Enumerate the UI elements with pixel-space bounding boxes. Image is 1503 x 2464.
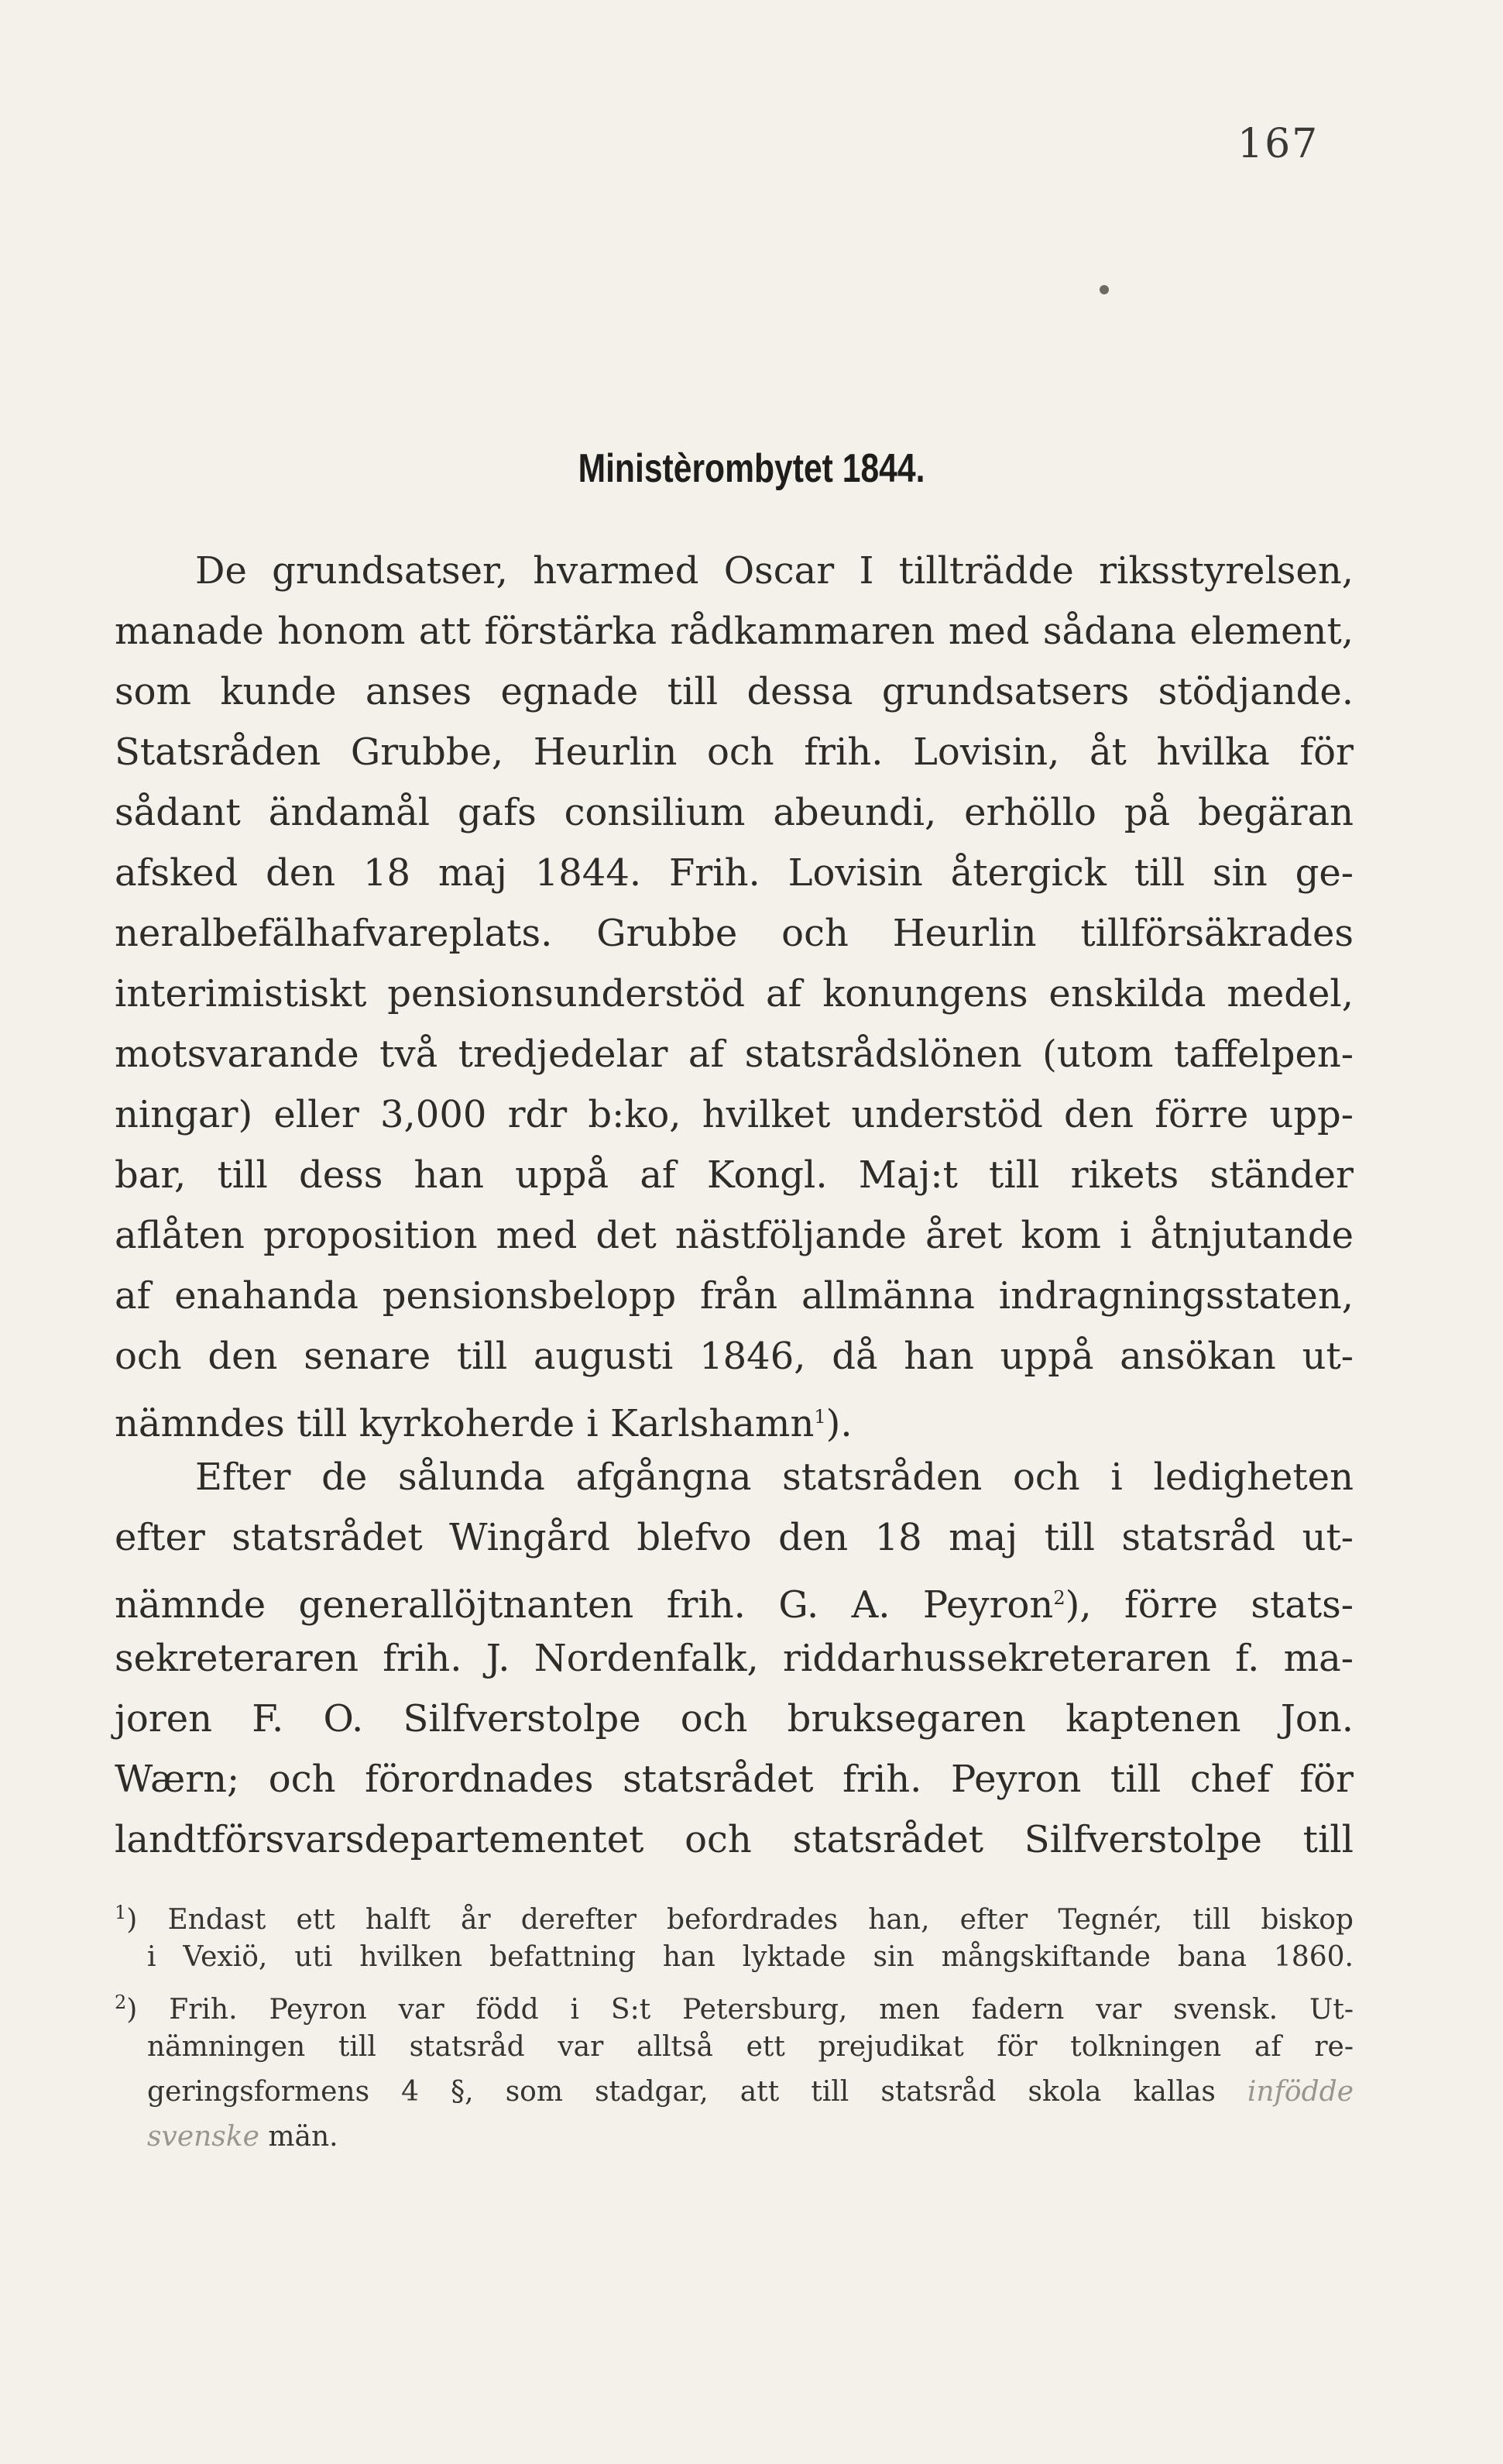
body-line-tail: ), förre stats- [1065,1583,1354,1627]
body-line: afsked den 18 maj 1844. Frih. Lovisin återgick till sin ge- [115,851,1354,895]
chapter-heading: Ministèrombytet 1844. [578,446,925,491]
body-line [115,1387,1354,1447]
body-line: landtförsvarsdepartementet och statsrådet Silfverstolpe till [115,1818,1354,1861]
footnote-text: Frih. Peyron var född i S:t Petersburg, men fadern var svensk. Ut- [169,1994,1354,2026]
footnote-line [115,2070,1354,2115]
body-line: neralbefälhafvareplats. Grubbe och Heurlin tillförsäkrades [115,912,1354,955]
footnotes [115,1890,1354,2160]
footnote-reference: 2 [1053,1587,1065,1609]
body-line: bar, till dess han uppå af Kongl. Maj:t till rikets ständer [115,1153,1354,1197]
body-line: motsvarande två tredjedelar af statsrådslönen (utom taffelpen- [115,1033,1354,1076]
body-line: aflåten proposition med det nästföljande året kom i åtnjutande [115,1214,1354,1257]
footnote-text: geringsformens 4 §, som stadgar, att till statsråd skola kallas [147,2076,1216,2108]
footnote-faded-word: svenske [147,2121,259,2153]
body-line: joren F. O. Silfverstolpe och bruksegaren kaptenen Jon. [115,1697,1354,1741]
body-line: Efter de sålunda afgångna statsråden och i ledigheten [195,1455,1354,1499]
body-line: De grundsatser, hvarmed Oscar I tillträdde riksstyrelsen, [195,549,1354,593]
footnote-line: $^1$) Endast ett halft år derefter befordrades han, efter Tegnér, till biskop [115,1902,1354,1936]
footnote-reference: 1 [814,1406,826,1428]
footnote-number: 2 [115,1991,127,2013]
body-line: af enahanda pensionsbelopp från allmänna indragningsstaten, [115,1274,1354,1318]
footnote-line: i Vexiö, uti hvilken befattning han lyktade sin mångskiftande bana 1860. [147,1941,1354,1973]
ink-speck [1100,285,1109,294]
body-line [115,1568,1354,1628]
body-line: sekreteraren frih. J. Nordenfalk, riddarhussekreteraren f. ma- [115,1637,1354,1680]
body-line: sådant ändamål gafs consilium abeundi, erhöllo på begäran [115,791,1354,834]
body-line: efter statsrådet Wingård blefvo den 18 maj till statsråd ut- [115,1516,1354,1559]
body-line: ningar) eller 3,000 rdr b:ko, hvilket understöd den förre upp- [115,1093,1354,1136]
footnote-line [115,2115,1354,2160]
body-line: manade honom att förstärka rådkammaren med sådana element, [115,610,1354,653]
body-line: Wærn; och förordnades statsrådet frih. Peyron till chef för [115,1758,1354,1801]
body-line: interimistiskt pensionsunderstöd af konungens enskilda medel, [115,972,1354,1015]
footnote-text: män. [268,2121,338,2153]
page-number: 167 [1237,121,1319,167]
body-line: och den senare till augusti 1846, då han uppå ansökan ut- [115,1335,1354,1378]
body-line: som kunde anses egnade till dessa grundsatsers stödjande. [115,670,1354,713]
footnote-line: nämningen till statsråd var alltså ett prejudikat för tolkningen af re- [147,2031,1354,2063]
body-line-text: nämnde generallöjtnanten frih. G. A. Peyron [115,1583,1054,1627]
body-line-tail: ). [825,1402,853,1445]
footnote-line: $^2$) Frih. Peyron var född i S:t Petersburg, men fadern var svensk. Ut- [115,1991,1354,2026]
body-line: Statsråden Grubbe, Heurlin och frih. Lovisin, åt hvilka för [115,730,1354,774]
footnote-text: Endast ett halft år derefter befordrades han, efter Tegnér, till biskop [167,1904,1354,1936]
footnote-number: 1 [115,1902,127,1923]
body-text [115,541,1354,1870]
body-line-text: nämndes till kyrkoherde i Karlshamn [115,1402,815,1445]
footnote-faded-word: infödde [1247,2076,1354,2108]
